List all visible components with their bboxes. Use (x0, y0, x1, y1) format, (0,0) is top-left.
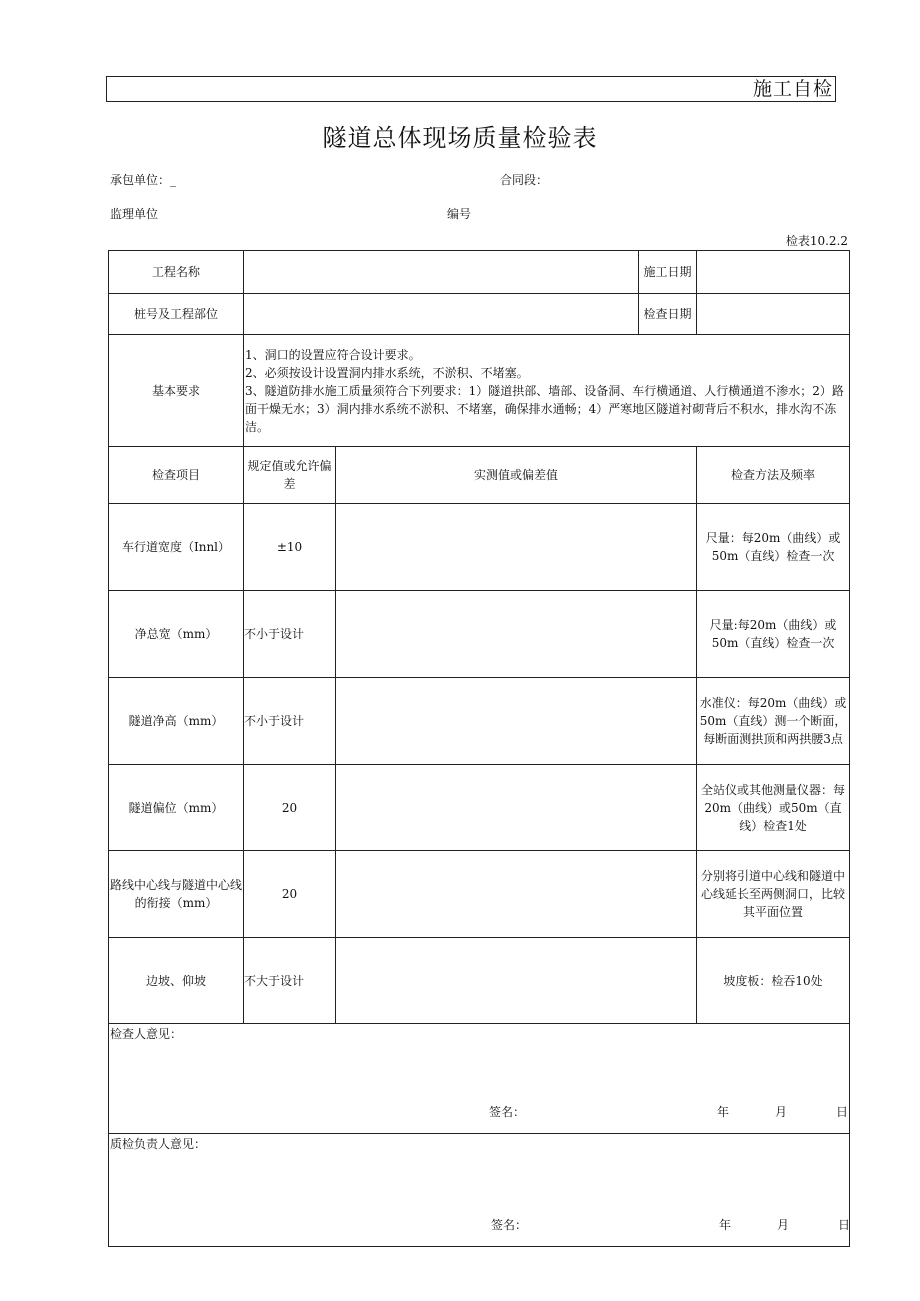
column-header-item: 检查项目 (109, 447, 244, 504)
requirement-line: 1、洞口的设置应符合设计要求。 (245, 347, 421, 362)
requirement-line: 3、隧道防排水施工质量须符合下列要求：1）隧道拱部、墙部、设备洞、车行横通道、人行横通道不渗水；2）路面干燥无水；3）洞内排水系统不淤积、不堵塞，确保排水通畅；4）严寒地区隧道衬砌背后不积水，排水沟不冻洁。 (245, 383, 844, 434)
inspector-day-label: 日 (836, 1105, 849, 1119)
construction-date-label: 施工日期 (639, 251, 697, 294)
check-item: 净总宽（mm） (109, 591, 244, 678)
table-row (109, 938, 850, 1024)
inspector-opinion-label: 检查人意见： (110, 1027, 183, 1041)
self-check-badge: 施工自检 (752, 78, 833, 100)
spec-value: 20 (244, 851, 336, 938)
measured-value-field[interactable] (336, 591, 697, 678)
self-check-header-box (106, 76, 836, 102)
inspector-opinion-cell[interactable] (109, 1024, 850, 1134)
station-field[interactable] (244, 294, 639, 335)
check-method: 水准仪：每20m（曲线）或50m（直线）测一个断面，每断面测拱顶和两拱腰3点 (697, 678, 850, 765)
table-row (109, 851, 850, 938)
check-item: 边坡、仰坡 (109, 938, 244, 1024)
inspector-month-label: 月 (775, 1105, 788, 1119)
qc-sign-label: 签名： (491, 1218, 528, 1232)
check-method: 尺量：每20m（曲线）或50m（直线）检查一次 (697, 504, 850, 591)
qc-opinion-cell[interactable] (109, 1134, 850, 1247)
inspection-date-field[interactable] (697, 294, 850, 335)
check-item: 路线中心线与隧道中心线的衔接（mm） (109, 851, 244, 938)
check-method: 全站仪或其他测量仪器：每20m（曲线）或50m（直线）检查1处 (697, 765, 850, 851)
table-row (109, 591, 850, 678)
inspection-table (108, 250, 850, 1247)
qc-opinion-label: 质检负责人意见： (110, 1137, 207, 1151)
qc-day-label: 日 (838, 1218, 851, 1232)
check-item: 车行道宽度（Innl） (109, 504, 244, 591)
station-label: 桩号及工程部位 (109, 294, 244, 335)
form-code: 检表10.2.2 (785, 234, 848, 248)
spec-value: 不大于设计 (244, 938, 336, 1024)
column-header-method: 检查方法及频率 (697, 447, 850, 504)
inspector-sign-label: 签名： (489, 1105, 526, 1119)
construction-date-field[interactable] (697, 251, 850, 294)
basic-requirements-text (244, 335, 850, 447)
measured-value-field[interactable] (336, 765, 697, 851)
table-row (109, 765, 850, 851)
column-header-spec: 规定值或允许偏差 (244, 447, 336, 504)
check-method: 分别将引道中心线和隧道中心线延长至两侧洞口，比较其平面位置 (697, 851, 850, 938)
measured-value-field[interactable] (336, 938, 697, 1024)
requirement-line: 2、必须按设计设置洞内排水系统，不淤积、不堵塞。 (245, 365, 529, 380)
check-method: 坡度板：检吞10处 (697, 938, 850, 1024)
qc-month-label: 月 (777, 1218, 790, 1232)
page-title: 隧道总体现场质量检验表 (322, 124, 598, 152)
measured-value-field[interactable] (336, 851, 697, 938)
project-name-label: 工程名称 (109, 251, 244, 294)
measured-value-field[interactable] (336, 504, 697, 591)
check-item: 隧道净高（mm） (109, 678, 244, 765)
inspection-date-label: 检查日期 (639, 294, 697, 335)
check-method: 尺量:每20m（曲线）或50m（直线）检查一次 (697, 591, 850, 678)
measured-value-field[interactable] (336, 678, 697, 765)
spec-value: 不小于设计 (244, 591, 336, 678)
supervisor-label: 监理单位 (110, 207, 159, 221)
number-label: 编号 (447, 207, 472, 221)
qc-year-label: 年 (719, 1218, 732, 1232)
basic-requirements-label: 基本要求 (109, 335, 244, 447)
spec-value: ±10 (244, 504, 336, 591)
check-item: 隧道偏位（mm） (109, 765, 244, 851)
project-name-field[interactable] (244, 251, 639, 294)
spec-value: 不小于设计 (244, 678, 336, 765)
spec-value: 20 (244, 765, 336, 851)
column-header-measured: 实测值或偏差值 (336, 447, 697, 504)
table-row (109, 678, 850, 765)
table-row (109, 504, 850, 591)
contract-section-label: 合同段： (500, 173, 549, 187)
contractor-label: 承包单位：_ (110, 173, 177, 187)
inspector-year-label: 年 (717, 1105, 730, 1119)
